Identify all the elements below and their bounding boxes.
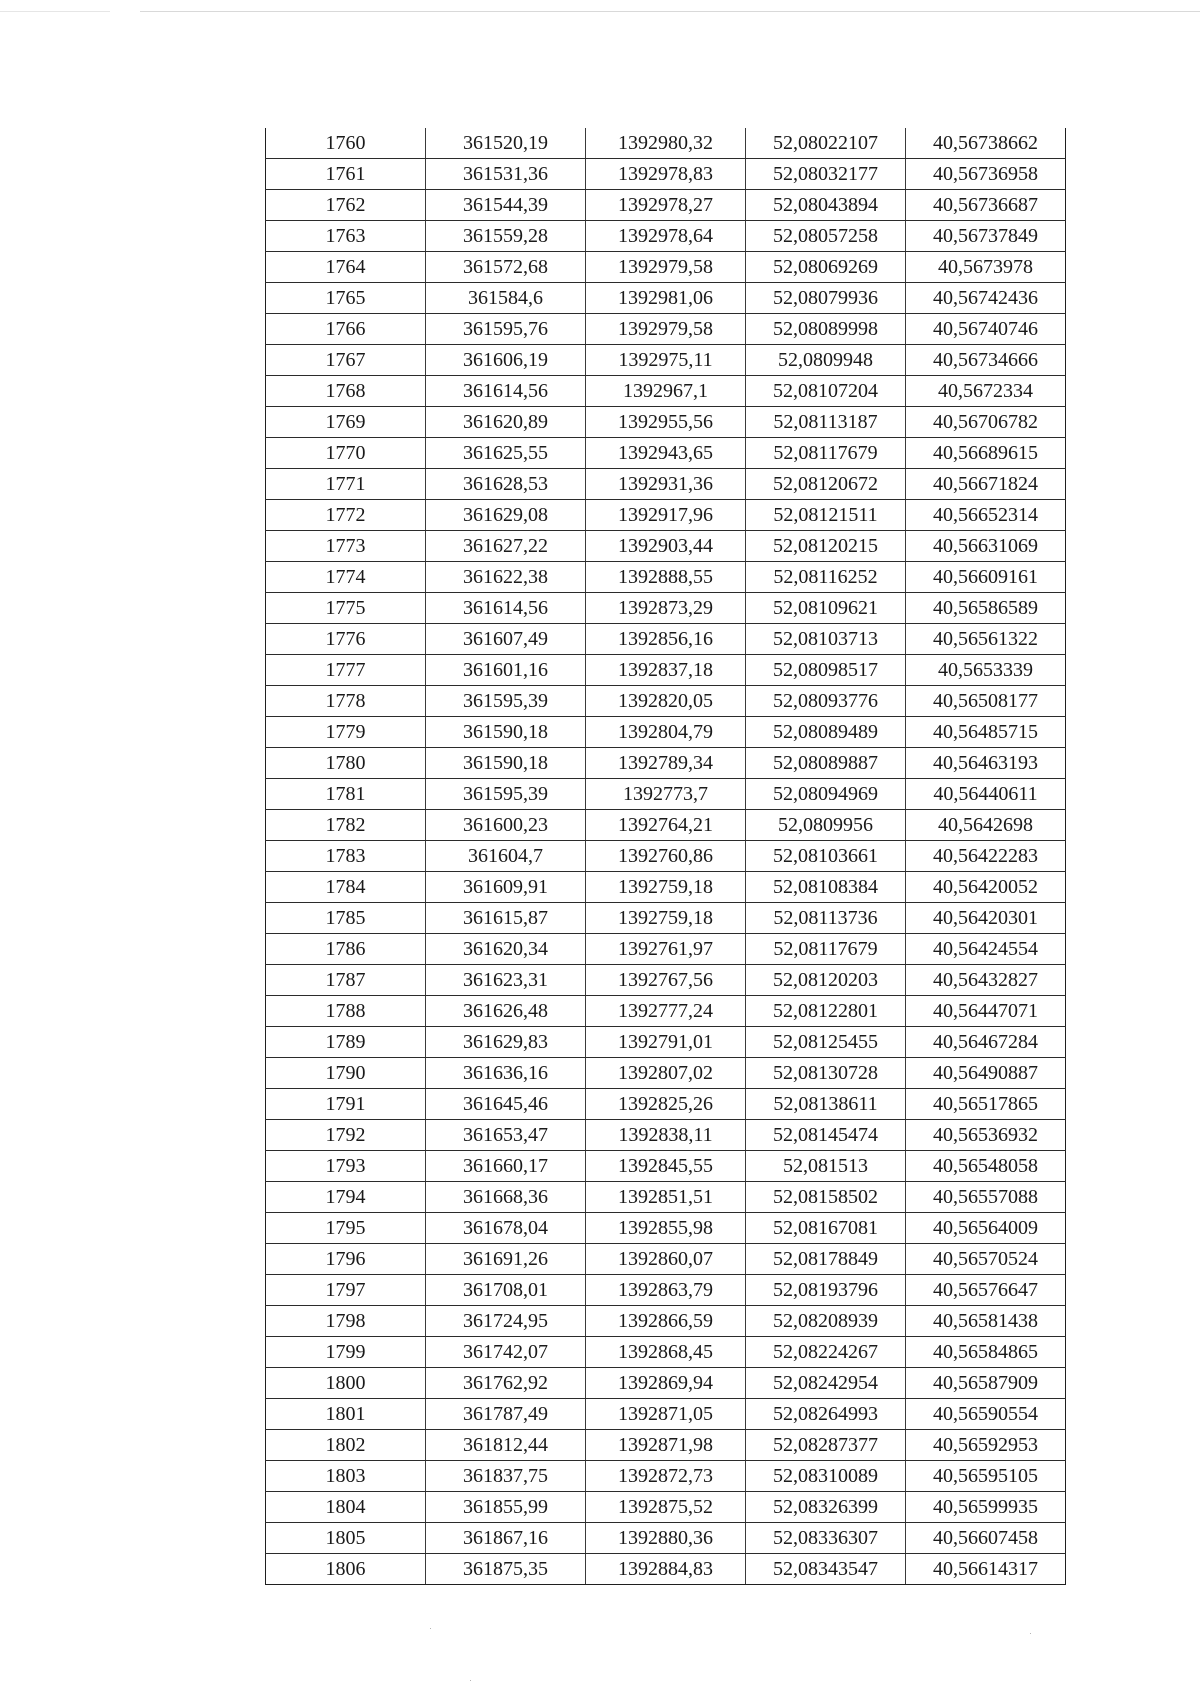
- latitude-cell: 52,08032177: [746, 159, 906, 190]
- point-number-cell: 1779: [266, 717, 426, 748]
- x-coordinate-cell: 361614,56: [426, 376, 586, 407]
- point-number-cell: 1797: [266, 1275, 426, 1306]
- point-number-cell: 1793: [266, 1151, 426, 1182]
- longitude-cell: 40,56517865: [906, 1089, 1066, 1120]
- y-coordinate-cell: 1392981,06: [586, 283, 746, 314]
- table-row: [266, 283, 1066, 314]
- longitude-cell: 40,56463193: [906, 748, 1066, 779]
- y-coordinate-cell: 1392979,58: [586, 314, 746, 345]
- x-coordinate-cell: 361604,7: [426, 841, 586, 872]
- longitude-cell: 40,56740746: [906, 314, 1066, 345]
- y-coordinate-cell: 1392866,59: [586, 1306, 746, 1337]
- table-row: [266, 1368, 1066, 1399]
- scan-edge-line: [0, 11, 1200, 12]
- y-coordinate-cell: 1392777,24: [586, 996, 746, 1027]
- longitude-cell: 40,56607458: [906, 1523, 1066, 1554]
- table-row: [266, 1244, 1066, 1275]
- point-number-cell: 1792: [266, 1120, 426, 1151]
- table-row: [266, 1306, 1066, 1337]
- longitude-cell: 40,56737849: [906, 221, 1066, 252]
- longitude-cell: 40,56561322: [906, 624, 1066, 655]
- latitude-cell: 52,08121511: [746, 500, 906, 531]
- longitude-cell: 40,56738662: [906, 128, 1066, 159]
- table-row: [266, 686, 1066, 717]
- latitude-cell: 52,08343547: [746, 1554, 906, 1585]
- longitude-cell: 40,56536932: [906, 1120, 1066, 1151]
- x-coordinate-cell: 361645,46: [426, 1089, 586, 1120]
- point-number-cell: 1770: [266, 438, 426, 469]
- y-coordinate-cell: 1392764,21: [586, 810, 746, 841]
- longitude-cell: 40,56584865: [906, 1337, 1066, 1368]
- point-number-cell: 1790: [266, 1058, 426, 1089]
- point-number-cell: 1762: [266, 190, 426, 221]
- latitude-cell: 52,08098517: [746, 655, 906, 686]
- point-number-cell: 1794: [266, 1182, 426, 1213]
- table-row: [266, 1182, 1066, 1213]
- x-coordinate-cell: 361875,35: [426, 1554, 586, 1585]
- x-coordinate-cell: 361620,34: [426, 934, 586, 965]
- x-coordinate-cell: 361678,04: [426, 1213, 586, 1244]
- x-coordinate-cell: 361837,75: [426, 1461, 586, 1492]
- latitude-cell: 52,08193796: [746, 1275, 906, 1306]
- table-row: [266, 1120, 1066, 1151]
- latitude-cell: 52,08089998: [746, 314, 906, 345]
- y-coordinate-cell: 1392759,18: [586, 903, 746, 934]
- x-coordinate-cell: 361636,16: [426, 1058, 586, 1089]
- table-row: [266, 903, 1066, 934]
- table-row: [266, 748, 1066, 779]
- longitude-cell: 40,56447071: [906, 996, 1066, 1027]
- latitude-cell: 52,0809956: [746, 810, 906, 841]
- y-coordinate-cell: 1392773,7: [586, 779, 746, 810]
- latitude-cell: 52,08117679: [746, 438, 906, 469]
- longitude-cell: 40,56734666: [906, 345, 1066, 376]
- y-coordinate-cell: 1392980,32: [586, 128, 746, 159]
- scan-speck: [430, 1628, 431, 1629]
- y-coordinate-cell: 1392845,55: [586, 1151, 746, 1182]
- y-coordinate-cell: 1392917,96: [586, 500, 746, 531]
- longitude-cell: 40,56599935: [906, 1492, 1066, 1523]
- scan-speck: [1030, 1633, 1031, 1634]
- y-coordinate-cell: 1392967,1: [586, 376, 746, 407]
- x-coordinate-cell: 361590,18: [426, 717, 586, 748]
- y-coordinate-cell: 1392869,94: [586, 1368, 746, 1399]
- x-coordinate-cell: 361742,07: [426, 1337, 586, 1368]
- longitude-cell: 40,56548058: [906, 1151, 1066, 1182]
- y-coordinate-cell: 1392856,16: [586, 624, 746, 655]
- coordinates-table: [265, 128, 1066, 1585]
- table-row: [266, 934, 1066, 965]
- table-row: [266, 996, 1066, 1027]
- x-coordinate-cell: 361544,39: [426, 190, 586, 221]
- x-coordinate-cell: 361609,91: [426, 872, 586, 903]
- point-number-cell: 1795: [266, 1213, 426, 1244]
- y-coordinate-cell: 1392943,65: [586, 438, 746, 469]
- point-number-cell: 1802: [266, 1430, 426, 1461]
- x-coordinate-cell: 361627,22: [426, 531, 586, 562]
- y-coordinate-cell: 1392820,05: [586, 686, 746, 717]
- table-row: [266, 965, 1066, 996]
- table-row: [266, 345, 1066, 376]
- latitude-cell: 52,08130728: [746, 1058, 906, 1089]
- y-coordinate-cell: 1392791,01: [586, 1027, 746, 1058]
- longitude-cell: 40,56652314: [906, 500, 1066, 531]
- table-row: [266, 438, 1066, 469]
- table-row: [266, 469, 1066, 500]
- x-coordinate-cell: 361629,83: [426, 1027, 586, 1058]
- latitude-cell: 52,08125455: [746, 1027, 906, 1058]
- longitude-cell: 40,5672334: [906, 376, 1066, 407]
- x-coordinate-cell: 361626,48: [426, 996, 586, 1027]
- table-row: [266, 1275, 1066, 1306]
- latitude-cell: 52,08109621: [746, 593, 906, 624]
- point-number-cell: 1785: [266, 903, 426, 934]
- longitude-cell: 40,56587909: [906, 1368, 1066, 1399]
- y-coordinate-cell: 1392903,44: [586, 531, 746, 562]
- point-number-cell: 1775: [266, 593, 426, 624]
- point-number-cell: 1801: [266, 1399, 426, 1430]
- y-coordinate-cell: 1392855,98: [586, 1213, 746, 1244]
- latitude-cell: 52,08107204: [746, 376, 906, 407]
- point-number-cell: 1768: [266, 376, 426, 407]
- table-row: [266, 1213, 1066, 1244]
- latitude-cell: 52,08120215: [746, 531, 906, 562]
- y-coordinate-cell: 1392838,11: [586, 1120, 746, 1151]
- longitude-cell: 40,56736958: [906, 159, 1066, 190]
- y-coordinate-cell: 1392767,56: [586, 965, 746, 996]
- y-coordinate-cell: 1392884,83: [586, 1554, 746, 1585]
- x-coordinate-cell: 361606,19: [426, 345, 586, 376]
- x-coordinate-cell: 361607,49: [426, 624, 586, 655]
- y-coordinate-cell: 1392871,98: [586, 1430, 746, 1461]
- table-row: [266, 1492, 1066, 1523]
- latitude-cell: 52,08167081: [746, 1213, 906, 1244]
- latitude-cell: 52,08122801: [746, 996, 906, 1027]
- longitude-cell: 40,56590554: [906, 1399, 1066, 1430]
- point-number-cell: 1783: [266, 841, 426, 872]
- longitude-cell: 40,5653339: [906, 655, 1066, 686]
- longitude-cell: 40,56631069: [906, 531, 1066, 562]
- x-coordinate-cell: 361708,01: [426, 1275, 586, 1306]
- y-coordinate-cell: 1392804,79: [586, 717, 746, 748]
- x-coordinate-cell: 361590,18: [426, 748, 586, 779]
- point-number-cell: 1805: [266, 1523, 426, 1554]
- point-number-cell: 1803: [266, 1461, 426, 1492]
- x-coordinate-cell: 361615,87: [426, 903, 586, 934]
- y-coordinate-cell: 1392837,18: [586, 655, 746, 686]
- point-number-cell: 1791: [266, 1089, 426, 1120]
- x-coordinate-cell: 361520,19: [426, 128, 586, 159]
- latitude-cell: 52,08224267: [746, 1337, 906, 1368]
- point-number-cell: 1784: [266, 872, 426, 903]
- table-row: [266, 190, 1066, 221]
- x-coordinate-cell: 361812,44: [426, 1430, 586, 1461]
- y-coordinate-cell: 1392955,56: [586, 407, 746, 438]
- longitude-cell: 40,56432827: [906, 965, 1066, 996]
- latitude-cell: 52,08208939: [746, 1306, 906, 1337]
- point-number-cell: 1780: [266, 748, 426, 779]
- x-coordinate-cell: 361867,16: [426, 1523, 586, 1554]
- point-number-cell: 1773: [266, 531, 426, 562]
- x-coordinate-cell: 361584,6: [426, 283, 586, 314]
- table-row: [266, 376, 1066, 407]
- table-row: [266, 407, 1066, 438]
- table-row: [266, 1337, 1066, 1368]
- longitude-cell: 40,56576647: [906, 1275, 1066, 1306]
- y-coordinate-cell: 1392978,83: [586, 159, 746, 190]
- table-row: [266, 1058, 1066, 1089]
- point-number-cell: 1799: [266, 1337, 426, 1368]
- x-coordinate-cell: 361653,47: [426, 1120, 586, 1151]
- longitude-cell: 40,56508177: [906, 686, 1066, 717]
- longitude-cell: 40,56420052: [906, 872, 1066, 903]
- y-coordinate-cell: 1392789,34: [586, 748, 746, 779]
- table-row: [266, 655, 1066, 686]
- latitude-cell: 52,08138611: [746, 1089, 906, 1120]
- table-row: [266, 779, 1066, 810]
- x-coordinate-cell: 361691,26: [426, 1244, 586, 1275]
- latitude-cell: 52,08242954: [746, 1368, 906, 1399]
- point-number-cell: 1798: [266, 1306, 426, 1337]
- table-row: [266, 314, 1066, 345]
- x-coordinate-cell: 361620,89: [426, 407, 586, 438]
- point-number-cell: 1778: [266, 686, 426, 717]
- table-row: [266, 1430, 1066, 1461]
- latitude-cell: 52,08089489: [746, 717, 906, 748]
- table-row: [266, 1554, 1066, 1585]
- y-coordinate-cell: 1392978,64: [586, 221, 746, 252]
- longitude-cell: 40,56467284: [906, 1027, 1066, 1058]
- latitude-cell: 52,08094969: [746, 779, 906, 810]
- point-number-cell: 1804: [266, 1492, 426, 1523]
- longitude-cell: 40,56564009: [906, 1213, 1066, 1244]
- x-coordinate-cell: 361787,49: [426, 1399, 586, 1430]
- x-coordinate-cell: 361762,92: [426, 1368, 586, 1399]
- latitude-cell: 52,08264993: [746, 1399, 906, 1430]
- table-row: [266, 221, 1066, 252]
- latitude-cell: 52,08022107: [746, 128, 906, 159]
- x-coordinate-cell: 361531,36: [426, 159, 586, 190]
- latitude-cell: 52,08043894: [746, 190, 906, 221]
- y-coordinate-cell: 1392807,02: [586, 1058, 746, 1089]
- table-row: [266, 593, 1066, 624]
- y-coordinate-cell: 1392979,58: [586, 252, 746, 283]
- point-number-cell: 1774: [266, 562, 426, 593]
- x-coordinate-cell: 361660,17: [426, 1151, 586, 1182]
- latitude-cell: 52,08145474: [746, 1120, 906, 1151]
- latitude-cell: 52,08108384: [746, 872, 906, 903]
- y-coordinate-cell: 1392880,36: [586, 1523, 746, 1554]
- latitude-cell: 52,08178849: [746, 1244, 906, 1275]
- latitude-cell: 52,08057258: [746, 221, 906, 252]
- x-coordinate-cell: 361614,56: [426, 593, 586, 624]
- table-row: [266, 841, 1066, 872]
- longitude-cell: 40,56490887: [906, 1058, 1066, 1089]
- x-coordinate-cell: 361625,55: [426, 438, 586, 469]
- latitude-cell: 52,08103661: [746, 841, 906, 872]
- point-number-cell: 1764: [266, 252, 426, 283]
- latitude-cell: 52,08336307: [746, 1523, 906, 1554]
- longitude-cell: 40,56424554: [906, 934, 1066, 965]
- longitude-cell: 40,56485715: [906, 717, 1066, 748]
- point-number-cell: 1771: [266, 469, 426, 500]
- x-coordinate-cell: 361595,39: [426, 686, 586, 717]
- table-row: [266, 1523, 1066, 1554]
- longitude-cell: 40,56595105: [906, 1461, 1066, 1492]
- x-coordinate-cell: 361623,31: [426, 965, 586, 996]
- point-number-cell: 1766: [266, 314, 426, 345]
- y-coordinate-cell: 1392761,97: [586, 934, 746, 965]
- y-coordinate-cell: 1392863,79: [586, 1275, 746, 1306]
- longitude-cell: 40,56570524: [906, 1244, 1066, 1275]
- longitude-cell: 40,56422283: [906, 841, 1066, 872]
- longitude-cell: 40,56736687: [906, 190, 1066, 221]
- point-number-cell: 1796: [266, 1244, 426, 1275]
- x-coordinate-cell: 361595,39: [426, 779, 586, 810]
- point-number-cell: 1760: [266, 128, 426, 159]
- point-number-cell: 1772: [266, 500, 426, 531]
- point-number-cell: 1776: [266, 624, 426, 655]
- longitude-cell: 40,5673978: [906, 252, 1066, 283]
- x-coordinate-cell: 361595,76: [426, 314, 586, 345]
- x-coordinate-cell: 361724,95: [426, 1306, 586, 1337]
- latitude-cell: 52,08287377: [746, 1430, 906, 1461]
- longitude-cell: 40,56557088: [906, 1182, 1066, 1213]
- longitude-cell: 40,56671824: [906, 469, 1066, 500]
- longitude-cell: 40,56592953: [906, 1430, 1066, 1461]
- point-number-cell: 1763: [266, 221, 426, 252]
- latitude-cell: 52,08103713: [746, 624, 906, 655]
- y-coordinate-cell: 1392871,05: [586, 1399, 746, 1430]
- longitude-cell: 40,56420301: [906, 903, 1066, 934]
- y-coordinate-cell: 1392759,18: [586, 872, 746, 903]
- x-coordinate-cell: 361622,38: [426, 562, 586, 593]
- point-number-cell: 1806: [266, 1554, 426, 1585]
- coordinates-table-body: [266, 128, 1066, 1585]
- y-coordinate-cell: 1392873,29: [586, 593, 746, 624]
- x-coordinate-cell: 361600,23: [426, 810, 586, 841]
- table-row: [266, 1461, 1066, 1492]
- latitude-cell: 52,08117679: [746, 934, 906, 965]
- table-row: [266, 1399, 1066, 1430]
- point-number-cell: 1786: [266, 934, 426, 965]
- y-coordinate-cell: 1392760,86: [586, 841, 746, 872]
- point-number-cell: 1788: [266, 996, 426, 1027]
- y-coordinate-cell: 1392975,11: [586, 345, 746, 376]
- table-row: [266, 1089, 1066, 1120]
- point-number-cell: 1767: [266, 345, 426, 376]
- latitude-cell: 52,08089887: [746, 748, 906, 779]
- longitude-cell: 40,56742436: [906, 283, 1066, 314]
- latitude-cell: 52,08116252: [746, 562, 906, 593]
- y-coordinate-cell: 1392875,52: [586, 1492, 746, 1523]
- point-number-cell: 1789: [266, 1027, 426, 1058]
- point-number-cell: 1781: [266, 779, 426, 810]
- y-coordinate-cell: 1392860,07: [586, 1244, 746, 1275]
- y-coordinate-cell: 1392872,73: [586, 1461, 746, 1492]
- x-coordinate-cell: 361601,16: [426, 655, 586, 686]
- table-row: [266, 252, 1066, 283]
- point-number-cell: 1765: [266, 283, 426, 314]
- longitude-cell: 40,5642698: [906, 810, 1066, 841]
- longitude-cell: 40,56581438: [906, 1306, 1066, 1337]
- y-coordinate-cell: 1392978,27: [586, 190, 746, 221]
- longitude-cell: 40,56440611: [906, 779, 1066, 810]
- y-coordinate-cell: 1392825,26: [586, 1089, 746, 1120]
- x-coordinate-cell: 361668,36: [426, 1182, 586, 1213]
- table-row: [266, 810, 1066, 841]
- longitude-cell: 40,56614317: [906, 1554, 1066, 1585]
- x-coordinate-cell: 361628,53: [426, 469, 586, 500]
- y-coordinate-cell: 1392868,45: [586, 1337, 746, 1368]
- point-number-cell: 1769: [266, 407, 426, 438]
- table-row: [266, 562, 1066, 593]
- latitude-cell: 52,08093776: [746, 686, 906, 717]
- table-row: [266, 1027, 1066, 1058]
- x-coordinate-cell: 361855,99: [426, 1492, 586, 1523]
- latitude-cell: 52,08120672: [746, 469, 906, 500]
- latitude-cell: 52,08069269: [746, 252, 906, 283]
- point-number-cell: 1787: [266, 965, 426, 996]
- table-row: [266, 159, 1066, 190]
- x-coordinate-cell: 361629,08: [426, 500, 586, 531]
- scan-speck: [470, 1680, 471, 1681]
- latitude-cell: 52,08079936: [746, 283, 906, 314]
- table-row: [266, 500, 1066, 531]
- point-number-cell: 1777: [266, 655, 426, 686]
- table-row: [266, 624, 1066, 655]
- longitude-cell: 40,56586589: [906, 593, 1066, 624]
- y-coordinate-cell: 1392851,51: [586, 1182, 746, 1213]
- table-row: [266, 717, 1066, 748]
- latitude-cell: 52,08158502: [746, 1182, 906, 1213]
- longitude-cell: 40,56609161: [906, 562, 1066, 593]
- latitude-cell: 52,08120203: [746, 965, 906, 996]
- table-row: [266, 1151, 1066, 1182]
- table-row: [266, 531, 1066, 562]
- longitude-cell: 40,56706782: [906, 407, 1066, 438]
- latitude-cell: 52,0809948: [746, 345, 906, 376]
- table-row: [266, 128, 1066, 159]
- latitude-cell: 52,08113187: [746, 407, 906, 438]
- y-coordinate-cell: 1392888,55: [586, 562, 746, 593]
- longitude-cell: 40,56689615: [906, 438, 1066, 469]
- x-coordinate-cell: 361572,68: [426, 252, 586, 283]
- point-number-cell: 1800: [266, 1368, 426, 1399]
- x-coordinate-cell: 361559,28: [426, 221, 586, 252]
- latitude-cell: 52,08113736: [746, 903, 906, 934]
- latitude-cell: 52,081513: [746, 1151, 906, 1182]
- point-number-cell: 1782: [266, 810, 426, 841]
- latitude-cell: 52,08326399: [746, 1492, 906, 1523]
- latitude-cell: 52,08310089: [746, 1461, 906, 1492]
- y-coordinate-cell: 1392931,36: [586, 469, 746, 500]
- point-number-cell: 1761: [266, 159, 426, 190]
- table-row: [266, 872, 1066, 903]
